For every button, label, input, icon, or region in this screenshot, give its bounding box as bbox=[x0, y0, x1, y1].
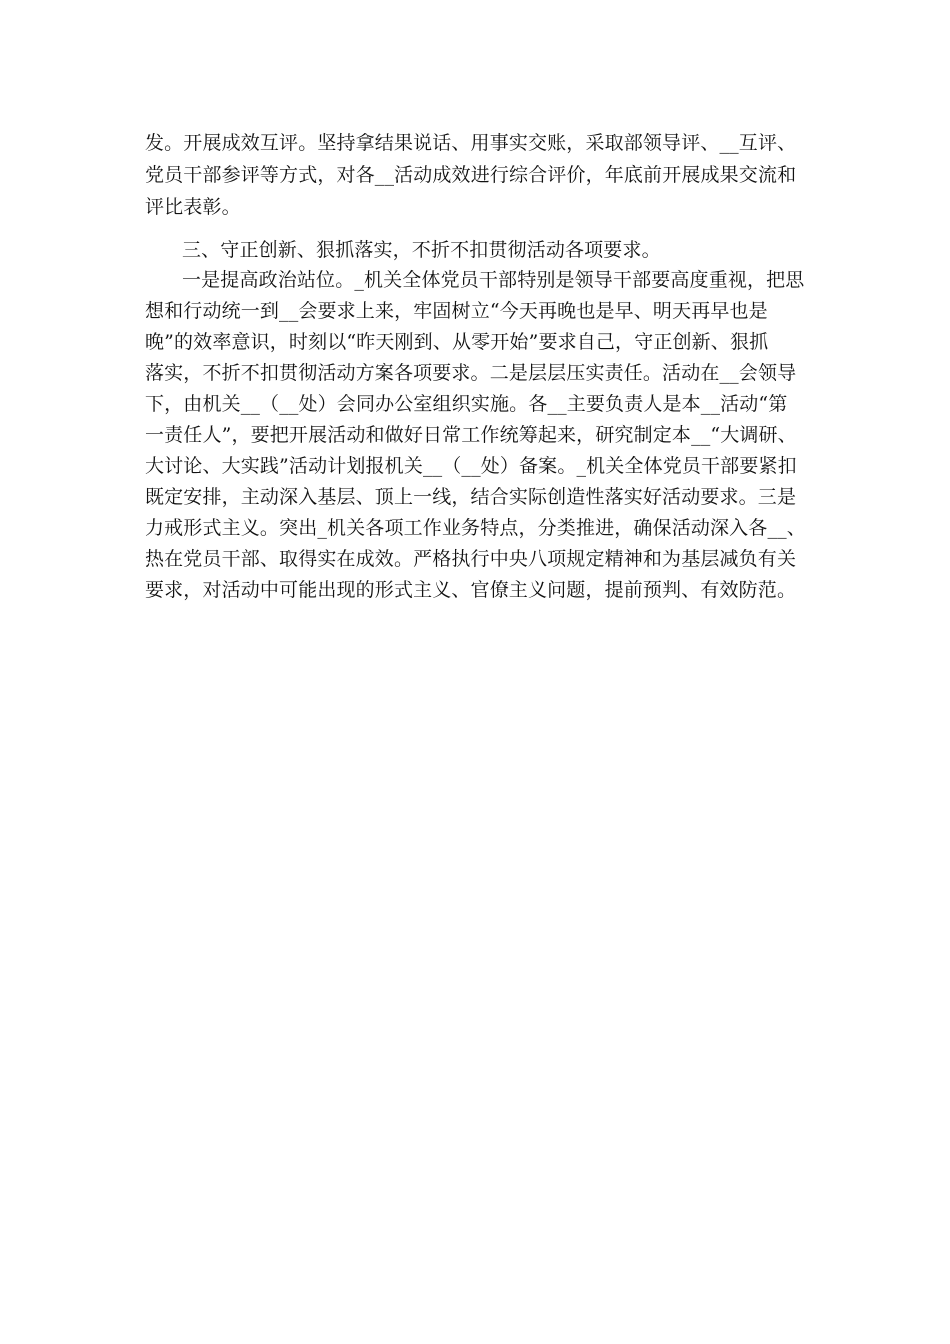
paragraph-line: 晚”的效率意识，时刻以“昨天刚到、从零开始”要求自己，守正创新、狠抓 bbox=[145, 331, 769, 353]
paragraph-line: 力戒形式主义。突出_机关各项工作业务特点，分类推进，确保活动深入各__、 bbox=[145, 517, 806, 539]
paragraph-line: 大讨论、大实践”活动计划报机关__（__处）备案。_机关全体党员干部要紧扣 bbox=[145, 455, 797, 477]
paragraph-line: 想和行动统一到__会要求上来，牢固树立“今天再晚也是早、明天再早也是 bbox=[145, 300, 768, 322]
paragraph-line: 下，由机关__（__处）会同办公室组织实施。各__主要负责人是本__活动“第 bbox=[145, 393, 788, 415]
paragraph-line: 热在党员干部、取得实在成效。严格执行中央八项规定精神和为基层减负有关 bbox=[145, 548, 797, 570]
paragraph-line: 要求，对活动中可能出现的形式主义、官僚主义问题，提前预判、有效防范。 bbox=[145, 579, 797, 601]
paragraph-line: 评比表彰。 bbox=[145, 196, 241, 218]
paragraph-line: 党员干部参评等方式，对各__活动成效进行综合评价，年底前开展成果交流和 bbox=[145, 164, 797, 186]
section-heading: 三、守正创新、狠抓落实，不折不扣贯彻活动各项要求。 bbox=[182, 239, 661, 261]
paragraph-line: 落实，不折不扣贯彻活动方案各项要求。二是层层压实责任。活动在__会领导 bbox=[145, 362, 797, 384]
paragraph-line bbox=[145, 605, 825, 637]
paragraph-line: 一是提高政治站位。_机关全体党员干部特别是领导干部要高度重视，把思 bbox=[182, 269, 805, 291]
paragraph-line: 一责任人”，要把开展活动和做好日常工作统筹起来，研究制定本__“大调研、 bbox=[145, 424, 797, 446]
paragraph-line: 既定安排，主动深入基层、顶上一线，结合实际创造性落实好活动要求。三是 bbox=[145, 486, 797, 508]
paragraph-line: 发。开展成效互评。坚持拿结果说话、用事实交账，采取部领导评、__互评、 bbox=[145, 132, 797, 154]
